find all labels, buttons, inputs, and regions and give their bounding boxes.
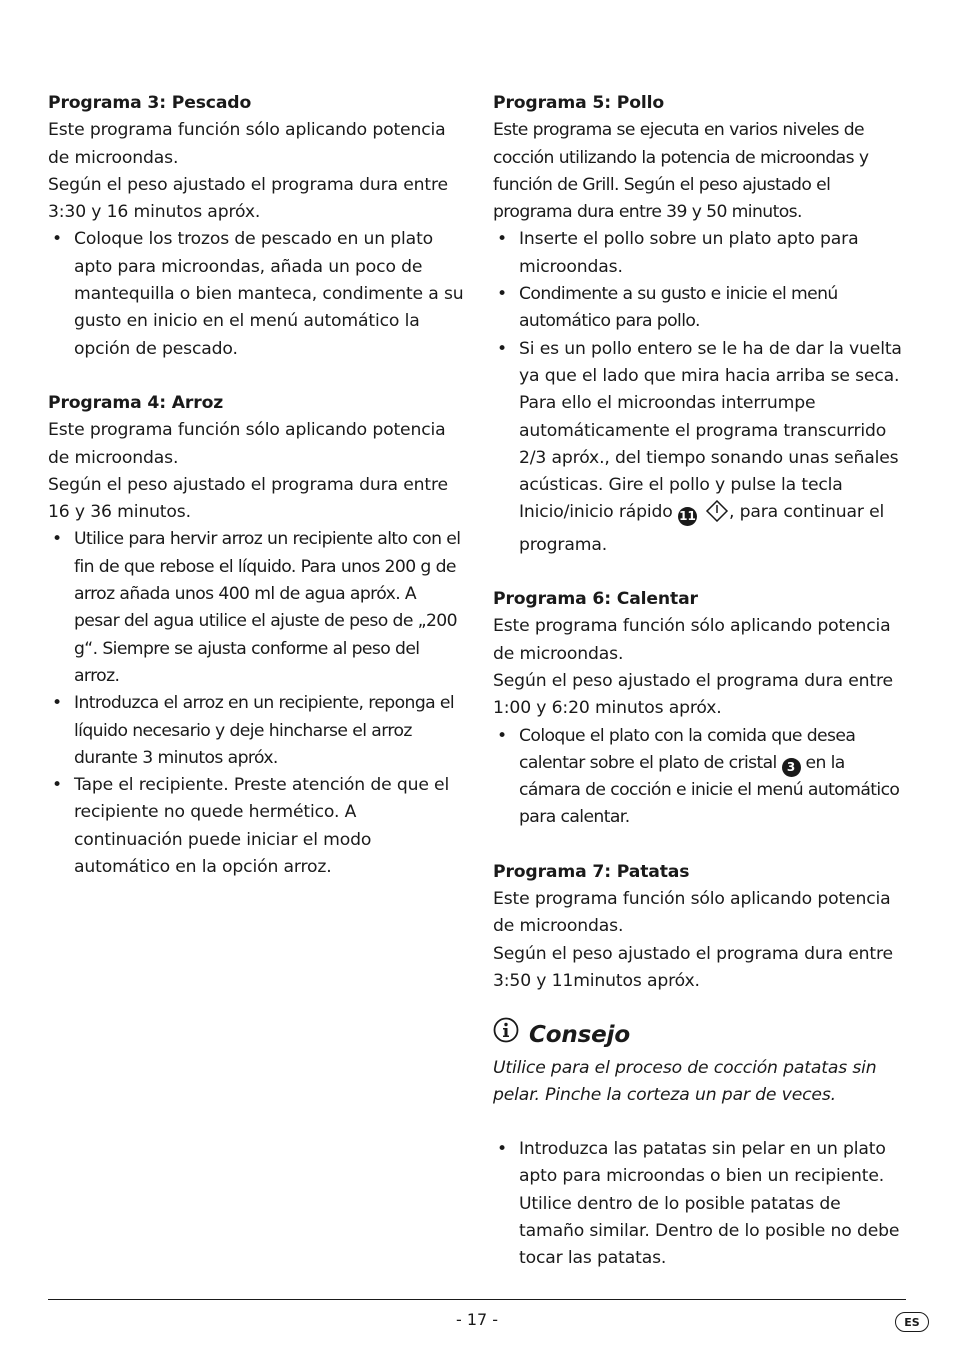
program-6-text-1: Este programa función sólo aplicando potencia de microondas. <box>493 616 891 664</box>
program-3-text-1: Este programa función sólo aplicando potencia de microondas. <box>48 120 446 168</box>
bullet-text: Si es un pollo entero se le ha de dar la vuelta ya que el lado que mira hacia arriba se seca. Para ello el microondas interrumpe automáticamente el programa transcurrido 2/3 apróx., del tiempo sonando unas señales acústicas. Gire el pollo y pulse la tecla Inicio/inicio rápido <box>519 338 902 523</box>
footer-divider <box>48 1299 906 1300</box>
left-column <box>48 90 464 908</box>
list-item: • Coloque los trozos de pescado en un plato apto para microondas, añada un poco de mantequilla o bien manteca, condimente a su gusto en inicio en el menú automático la opción de pescado. <box>48 226 464 362</box>
list-item: • Introduzca el arroz en un recipiente, reponga el líquido necesario y deje hincharse el arroz durante 3 minutos apróx. <box>48 690 464 772</box>
bullet-text: • Introduzca las patatas sin pelar en un plato apto para microondas o bien un recipiente. <box>519 1139 886 1187</box>
start-button-number-badge: 11 <box>678 507 697 526</box>
program-7-text-2: Según el peso ajustado el programa dura entre 3:50 y 11minutos apróx. <box>493 943 893 991</box>
program-4-text-1: Este programa función sólo aplicando potencia de microondas. <box>48 420 446 468</box>
program-3-section <box>48 90 464 363</box>
program-7-text-1: Este programa función sólo aplicando potencia de microondas. <box>493 889 891 937</box>
program-6-list <box>493 723 907 832</box>
program-5-list <box>493 226 907 559</box>
tip-title: Consejo <box>529 1021 630 1048</box>
program-3-title: Programa 3: Pescado <box>48 93 252 113</box>
program-6-text-2: Según el peso ajustado el programa dura entre 1:00 y 6:20 minutos apróx. <box>493 670 893 719</box>
glass-plate-number-badge: 3 <box>782 758 801 777</box>
program-4-text-2: Según el peso ajustado el programa dura entre 16 y 36 minutos. <box>48 474 448 523</box>
program-5-title: Programa 5: Pollo <box>493 93 665 113</box>
bullet-text-end: , para continuar el programa. <box>519 502 885 555</box>
bullet-text-end: en la cámara de cocción e inicie el menú automático para calentar. <box>519 752 900 828</box>
language-badge: ES <box>895 1312 929 1332</box>
page-number: - 17 - <box>455 1310 499 1329</box>
list-item: • Tape el recipiente. Preste atención de que el recipiente no quede hermético. A continuación puede iniciar el modo automático en la opción arroz. <box>48 772 464 881</box>
list-item: • Condimente a su gusto e inicie el menú automático para pollo. <box>493 281 907 336</box>
list-item <box>493 1136 907 1272</box>
start-diamond-icon <box>705 500 729 531</box>
program-6-section <box>493 586 907 832</box>
program-7-list <box>493 1136 907 1272</box>
list-item <box>493 336 907 559</box>
program-7-title: Programa 7: Patatas <box>493 861 690 882</box>
info-icon <box>493 1017 519 1052</box>
program-7-section <box>493 859 907 995</box>
program-3-text-2: Según el peso ajustado el programa dura entre 3:30 y 16 minutos apróx. <box>48 174 448 223</box>
list-item <box>493 723 907 832</box>
list-item: • Inserte el pollo sobre un plato apto para microondas. <box>493 226 907 281</box>
program-5-text-1: Este programa se ejecuta en varios niveles de cocción utilizando la potencia de microondas y función de Grill. Según el peso ajustado el programa dura entre 39 y 50 minutos. <box>493 120 869 223</box>
program-6-title: Programa 6: Calentar <box>493 589 698 610</box>
tip-heading <box>493 1017 907 1052</box>
program-5-section <box>493 90 907 559</box>
bullet-text-continued: Utilice dentro de lo posible patatas de tamaño similar. Dentro de lo posible no debe tocar las patatas. <box>519 1193 900 1269</box>
program-4-title: Programa 4: Arroz <box>48 392 224 413</box>
tip-text: Utilice para el proceso de cocción patatas sin pelar. Pinche la corteza un par de veces. <box>493 1057 877 1105</box>
program-4-section <box>48 390 464 881</box>
right-column <box>493 90 907 1273</box>
list-item: • Utilice para hervir arroz un recipiente alto con el fin de que rebose el líquido. Para unos 200 g de arroz añada unos 400 ml de agua apróx. A pesar del agua utilice el ajuste de peso de „200 g“. Siempre se ajusta conforme al peso del arroz. <box>48 526 464 690</box>
program-3-list <box>48 226 464 362</box>
program-4-list <box>48 526 464 881</box>
bullet-text: Coloque el plato con la comida que desea calentar sobre el plato de cristal <box>519 725 856 773</box>
